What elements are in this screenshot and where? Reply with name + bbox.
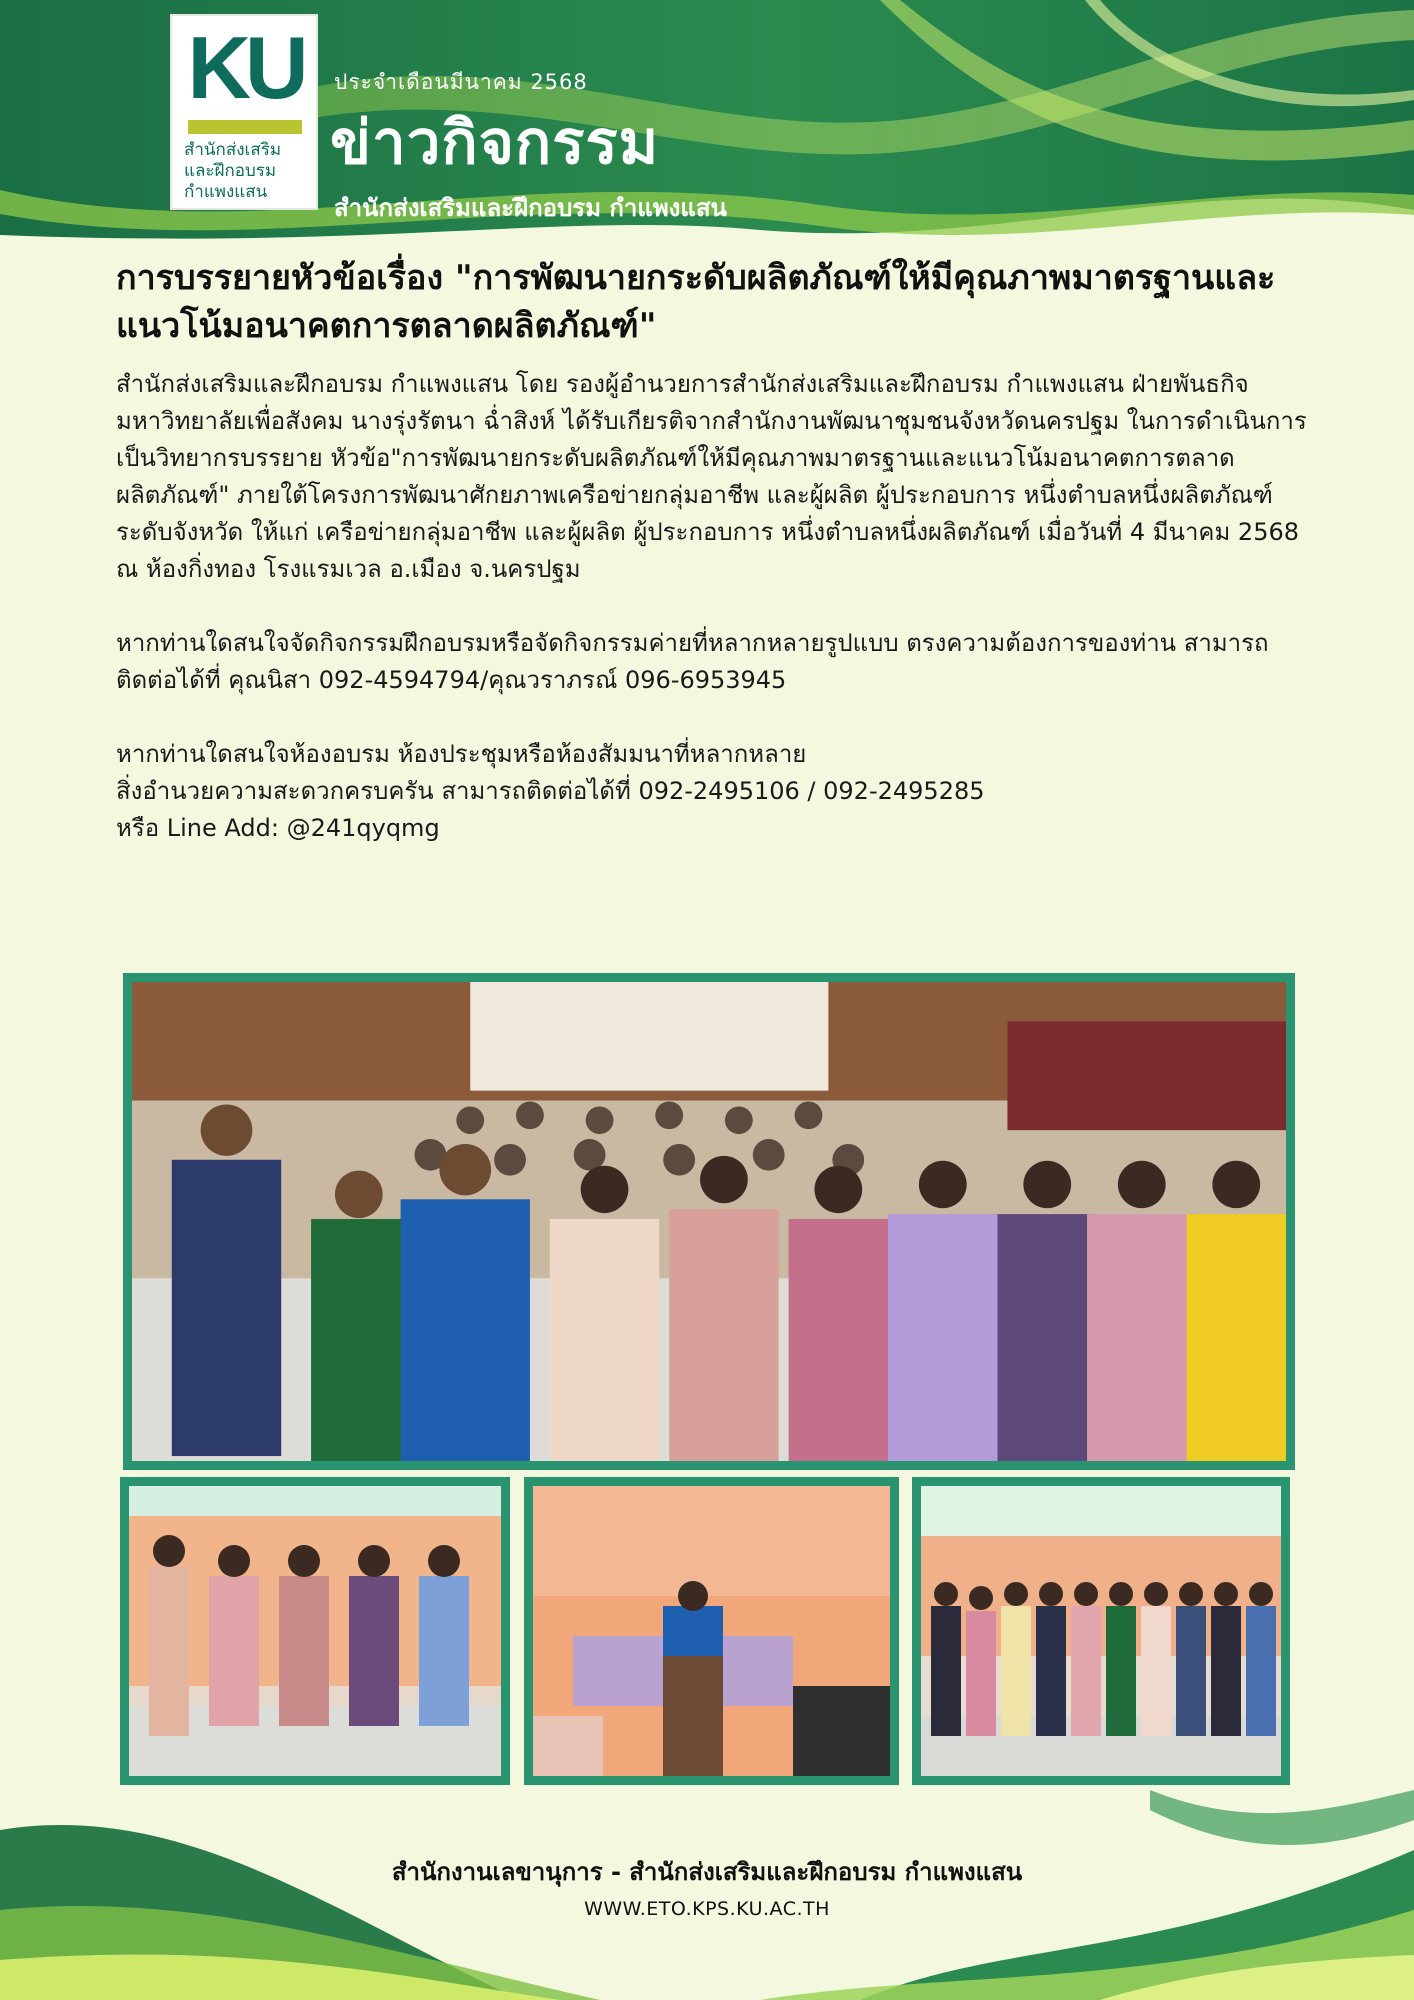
photo-lecture [524, 1477, 899, 1785]
paragraph-event: สำนักส่งเสริมและฝึกอบรม กำแพงแสน โดย รองผู้อำนวยการสำนักส่งเสริมและฝึกอบรม กำแพงแสน ฝ่ายพันธกิจมหาวิทยาลัยเพื่อสังคม นางรุ่งรัตนา ฉ่ำสิงห์ ได้รับเกียรติจากสำนักงานพัฒนาชุมชนจังหวัดนครปฐม ในการดำเนินการเป็นวิทยากรบรรยาย หัวข้อ"การพัฒนายกระดับผลิตภัณฑ์ให้มีคุณภาพมาตรฐานและแนวโน้มอนาคตการตลาดผลิตภัณฑ์" ภายใต้โครงการพัฒนาศักยภาพเครือข่ายกลุ่มอาชีพ และผู้ผลิต ผู้ประกอบการ หนึ่งตำบลหนึ่งผลิตภัณฑ์ ระดับจังหวัด ให้แก่ เครือข่ายกลุ่มอาชีพ และผู้ผลิต ผู้ประกอบการ หนึ่งตำบลหนึ่งผลิตภัณฑ์ เมื่อวันที่ 4 มีนาคม 2568 ณ ห้องกิ่งทอง โรงแรมเวล อ.เมือง จ.นครปฐม [116, 370, 1307, 583]
newsletter-headline: ข่าวกิจกรรม [330, 108, 660, 178]
paragraph-room-contact: หากท่านใดสนใจห้องอบรม ห้องประชุมหรือห้องสัมมนาที่หลากหลาย สิ่งอำนวยความสะดวกครบครัน สามารถติดต่อได้ที่ 092-2495106 / 092-2495285 หรือ Line Add: @241qyqmg [116, 740, 985, 842]
header-banner [0, 0, 1414, 250]
photo-group-standing [912, 1477, 1290, 1785]
footer-organization: สำนักงานเลขานุการ - สำนักส่งเสริมและฝึกอบรม กำแพงแสน [391, 1858, 1023, 1886]
photo-speakers [120, 1477, 510, 1785]
article-title: การบรรยายหัวข้อเรื่อง "การพัฒนายกระดับผลิตภัณฑ์ให้มีคุณภาพมาตรฐานและแนวโน้มอนาคตการตลาดผลิตภัณฑ์" [116, 258, 1276, 346]
footer-website: WWW.ETO.KPS.KU.AC.TH [584, 1898, 830, 1920]
article-body [116, 366, 1316, 884]
group-photo-main [123, 973, 1295, 1470]
logo-bar [188, 120, 302, 134]
logo-text: สำนักส่งเสริม และฝึกอบรม กำแพงแสน [184, 140, 282, 202]
footer-wave-graphic [0, 1790, 1414, 2000]
organization-subtitle: สำนักส่งเสริมและฝึกอบรม กำแพงแสน [334, 194, 727, 222]
ku-logo [170, 14, 318, 210]
paragraph-training-contact: หากท่านใดสนใจจัดกิจกรรมฝึกอบรมหรือจัดกิจกรรมค่ายที่หลากหลายรูปแบบ ตรงความต้องการของท่าน สามารถติดต่อได้ที่ คุณนิสา 092-4594794/คุณวราภรณ์ 096-6953945 [116, 629, 1269, 694]
issue-date: ประจำเดือนมีนาคม 2568 [334, 70, 588, 94]
logo-mark: KU [187, 18, 303, 117]
